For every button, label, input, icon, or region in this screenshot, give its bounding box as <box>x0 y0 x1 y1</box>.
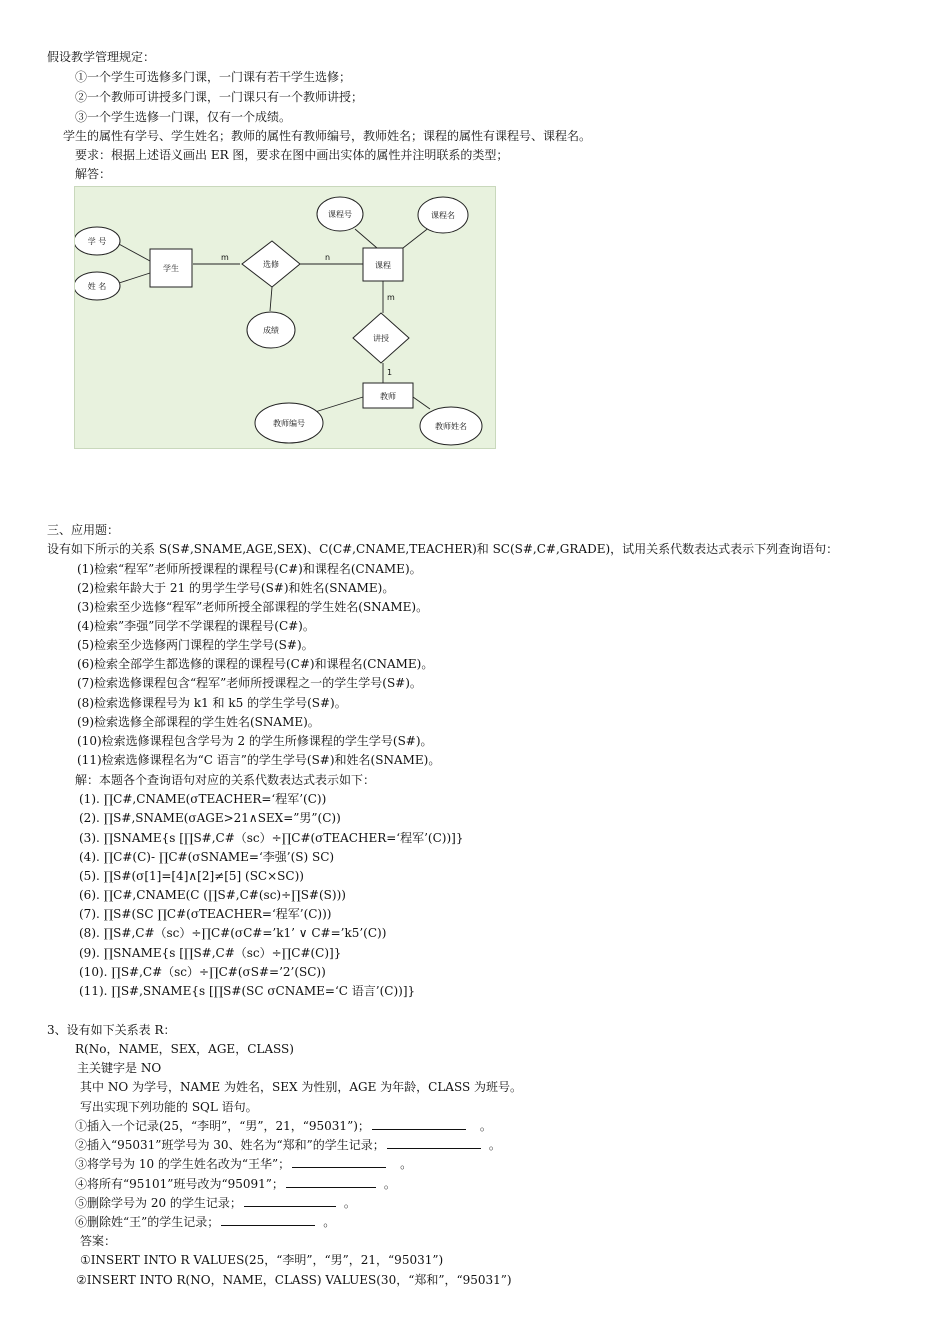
sql-item-3 <box>75 1156 412 1172</box>
cardinality-teach-teacher: 1 <box>387 368 393 377</box>
edge-teachername-teacher <box>413 397 430 409</box>
solution-intro: 解：本题各个查询语句对应的关系代数表达式表示如下： <box>75 773 376 787</box>
relation-enroll: 选修 <box>263 260 279 269</box>
description-text: 其中 NO 为学号，NAME 为姓名，SEX 为性别，AGE 为年龄，CLASS 为班号。 <box>80 1080 523 1094</box>
sql-answer-1: ①INSERT INTO R VALUES(25，“李明”，“男”，21，“95031”) <box>80 1253 444 1267</box>
sql-item-1 <box>75 1118 492 1134</box>
sql-answer-2: ②INSERT INTO R(NO，NAME，CLASS) VALUES(30，“郑和”，“95031”) <box>76 1273 512 1287</box>
sql-item-3-end: 。 <box>400 1157 413 1171</box>
requirement-text: 要求：根据上述语义画出 ER 图，要求在图中画出实体的属性并注明联系的类型； <box>75 148 509 162</box>
answer-blank-1[interactable] <box>372 1118 466 1130</box>
attr-student-no: 学 号 <box>87 237 107 246</box>
attr-grade: 成绩 <box>263 326 279 335</box>
attr-teacher-name: 教师姓名 <box>435 422 467 431</box>
sql-item-5-text: ⑤删除学号为 20 的学生记录； <box>75 1196 242 1210</box>
attributes-text: 学生的属性有学号、学生姓名；教师的属性有教师编号，教师姓名；课程的属性有课程号、课程名。 <box>63 129 592 143</box>
question-10: (10)检索选修课程包含学号为 2 的学生所修课程的学生学号(S#)。 <box>77 734 433 748</box>
question-5: (5)检索至少选修两门课程的学生学号(S#)。 <box>77 638 314 652</box>
cardinality-course-teach: m <box>387 293 395 302</box>
sql-item-6 <box>75 1214 335 1230</box>
answer-5: (5). ∏S#(σ[1]=[4]∧[2]≠[5] (SC×SC)) <box>79 869 304 883</box>
sql-item-1-text: ①插入一个记录(25，“李明”，“男”，21，“95031”)； <box>75 1119 370 1133</box>
rule-1: ①一个学生可选修多门课，一门课有若干学生选修； <box>75 70 352 84</box>
attr-teacher-no: 教师编号 <box>273 419 305 428</box>
answer-blank-3[interactable] <box>292 1156 386 1168</box>
attr-course-no: 课程号 <box>328 210 352 219</box>
question-3: (3)检索至少选修“程军”老师所授全部课程的学生姓名(SNAME)。 <box>77 600 429 614</box>
cardinality-student-enroll: m <box>221 253 229 262</box>
intro-text: 假设教学管理规定： <box>47 50 156 64</box>
rule-3: ③一个学生选修一门课，仅有一个成绩。 <box>75 110 292 124</box>
answer-1: (1). ∏C#,CNAME(σTEACHER=‘程军’(C)) <box>79 792 327 806</box>
attr-course-name: 课程名 <box>431 211 455 220</box>
entity-teacher: 教师 <box>380 392 396 401</box>
sql-item-4-text: ④将所有“95101”班号改为“95091”； <box>75 1177 284 1191</box>
answer-10: (10). ∏S#,C#（sc）÷∏C#(σS#=’2’(SC)) <box>79 965 326 979</box>
edge-teacherno-teacher <box>315 397 363 412</box>
relation-teach: 讲授 <box>373 334 389 343</box>
er-diagram-canvas <box>75 187 495 448</box>
answer-blank-5[interactable] <box>244 1195 336 1207</box>
question-9: (9)检索选修全部课程的学生姓名(SNAME)。 <box>77 715 320 729</box>
question-1: (1)检索“程军”老师所授课程的课程号(C#)和课程名(CNAME)。 <box>77 562 422 576</box>
answer-blank-4[interactable] <box>286 1176 376 1188</box>
section3-heading: 三、应用题： <box>47 523 120 537</box>
question-2: (2)检索年龄大于 21 的男学生学号(S#)和姓名(SNAME)。 <box>77 581 395 595</box>
er-diagram <box>74 186 496 449</box>
sql-item-6-text: ⑥删除姓“王”的学生记录； <box>75 1215 220 1229</box>
question-7: (7)检索选修课程包含“程军”老师所授课程之一的学生学号(S#)。 <box>77 676 422 690</box>
sql-item-2-end: 。 <box>488 1138 501 1152</box>
section4-heading: 3、设有如下关系表 R： <box>47 1023 176 1037</box>
cardinality-enroll-course: n <box>325 253 331 262</box>
sql-item-5 <box>75 1195 356 1211</box>
sql-item-3-text: ③将学号为 10 的学生姓名改为“王华”； <box>75 1157 291 1171</box>
edge-courseno-course <box>355 229 377 248</box>
edge-studentname-student <box>119 273 150 283</box>
answer-6: (6). ∏C#,CNAME(C (∏S#,C#(sc)÷∏S#(S))) <box>79 888 346 902</box>
entity-student: 学生 <box>163 264 179 273</box>
entity-course: 课程 <box>375 261 391 270</box>
answer-9: (9). ∏SNAME{s [∏S#,C#（sc）÷∏C#(C)]} <box>79 946 342 960</box>
answer-8: (8). ∏S#,C#（sc）÷∏C#(σC#=’k1’ ∨ C#=’k5’(C)) <box>79 926 387 940</box>
question-4: (4)检索”李强”同学不学课程的课程号(C#)。 <box>77 619 315 633</box>
sql-item-2-text: ②插入“95031”班学号为 30、姓名为“郑和”的学生记录； <box>75 1138 385 1152</box>
primary-key-text: 主关键字是 NO <box>77 1061 162 1075</box>
answer-blank-2[interactable] <box>387 1137 481 1149</box>
answer-label: 解答： <box>75 167 112 181</box>
question-11: (11)检索选修课程名为“C 语言”的学生学号(S#)和姓名(SNAME)。 <box>77 753 441 767</box>
relation-schema: R(No，NAME，SEX，AGE，CLASS) <box>75 1042 294 1056</box>
question-8: (8)检索选修课程号为 k1 和 k5 的学生学号(S#)。 <box>77 696 347 710</box>
answer-3: (3). ∏SNAME{s [∏S#,C#（sc）÷∏C#(σTEACHER=‘程军’(C))]} <box>79 831 464 845</box>
task-text: 写出实现下列功能的 SQL 语句。 <box>80 1100 258 1114</box>
answer-7: (7). ∏S#(SC ∏C#(σTEACHER=‘程军’(C))) <box>79 907 332 921</box>
sql-item-6-end: 。 <box>323 1215 336 1229</box>
answer-4: (4). ∏C#(C)- ∏C#(σSNAME=‘李强’(S) SC) <box>79 850 335 864</box>
attr-student-name: 姓 名 <box>87 282 107 291</box>
sql-item-2 <box>75 1137 501 1153</box>
sql-item-1-end: 。 <box>479 1119 492 1133</box>
answer-11: (11). ∏S#,SNAME{s [∏S#(SC σCNAME=‘C 语言’(C))]} <box>79 984 416 998</box>
edge-studentno-student <box>117 243 150 261</box>
sql-item-5-end: 。 <box>343 1196 356 1210</box>
section3-intro: 设有如下所示的关系 S(S#,SNAME,AGE,SEX)、C(C#,CNAME,TEACHER)和 SC(S#,C#,GRADE)，试用关系代数表达式表示下列查询语句： <box>47 542 839 556</box>
edge-enroll-grade <box>270 287 272 311</box>
answer-blank-6[interactable] <box>221 1214 315 1226</box>
sql-item-4 <box>75 1176 396 1192</box>
sql-answer-label: 答案： <box>80 1234 117 1248</box>
sql-item-4-end: 。 <box>383 1177 396 1191</box>
answer-2: (2). ∏S#,SNAME(σAGE>21∧SEX=”男”(C)) <box>79 811 341 825</box>
rule-2: ②一个教师可讲授多门课，一门课只有一个教师讲授； <box>75 90 364 104</box>
question-6: (6)检索全部学生都选修的课程的课程号(C#)和课程名(CNAME)。 <box>77 657 434 671</box>
